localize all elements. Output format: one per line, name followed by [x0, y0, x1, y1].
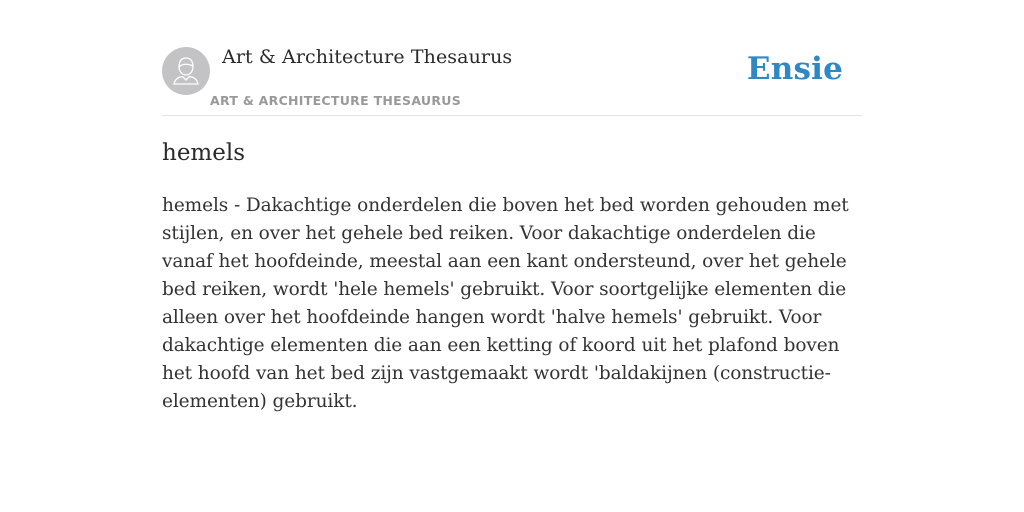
author-name[interactable]: Art & Architecture Thesaurus [222, 46, 513, 68]
entry-definition: hemels - Dakachtige onderdelen die boven het bed worden gehouden met stijlen, en over het gehele bed reiken. Voor dakachtige onderdelen die vanaf het hoofdeinde, meestal aan een kant ondersteund, over het gehele bed reiken, wordt 'hele hemels' gebruikt. Voor soortgelijke elementen die alleen over het hoofdeinde hangen wordt 'halve hemels' gebruikt. Voor dakachtige elementen die aan een ketting of koord uit het plafond boven het hoofd van het bed zijn vastgemaakt wordt 'baldakijnen (constructie-elementen) gebruikt. [162, 195, 849, 412]
entry-header [162, 0, 862, 116]
source-name[interactable]: ART & ARCHITECTURE THESAURUS [210, 93, 462, 108]
entry-term: hemels [162, 140, 246, 166]
avatar[interactable] [162, 47, 210, 95]
entry-card [162, 0, 862, 512]
user-silhouette-icon [162, 47, 210, 95]
ensie-logo[interactable]: Ensie [746, 51, 843, 87]
